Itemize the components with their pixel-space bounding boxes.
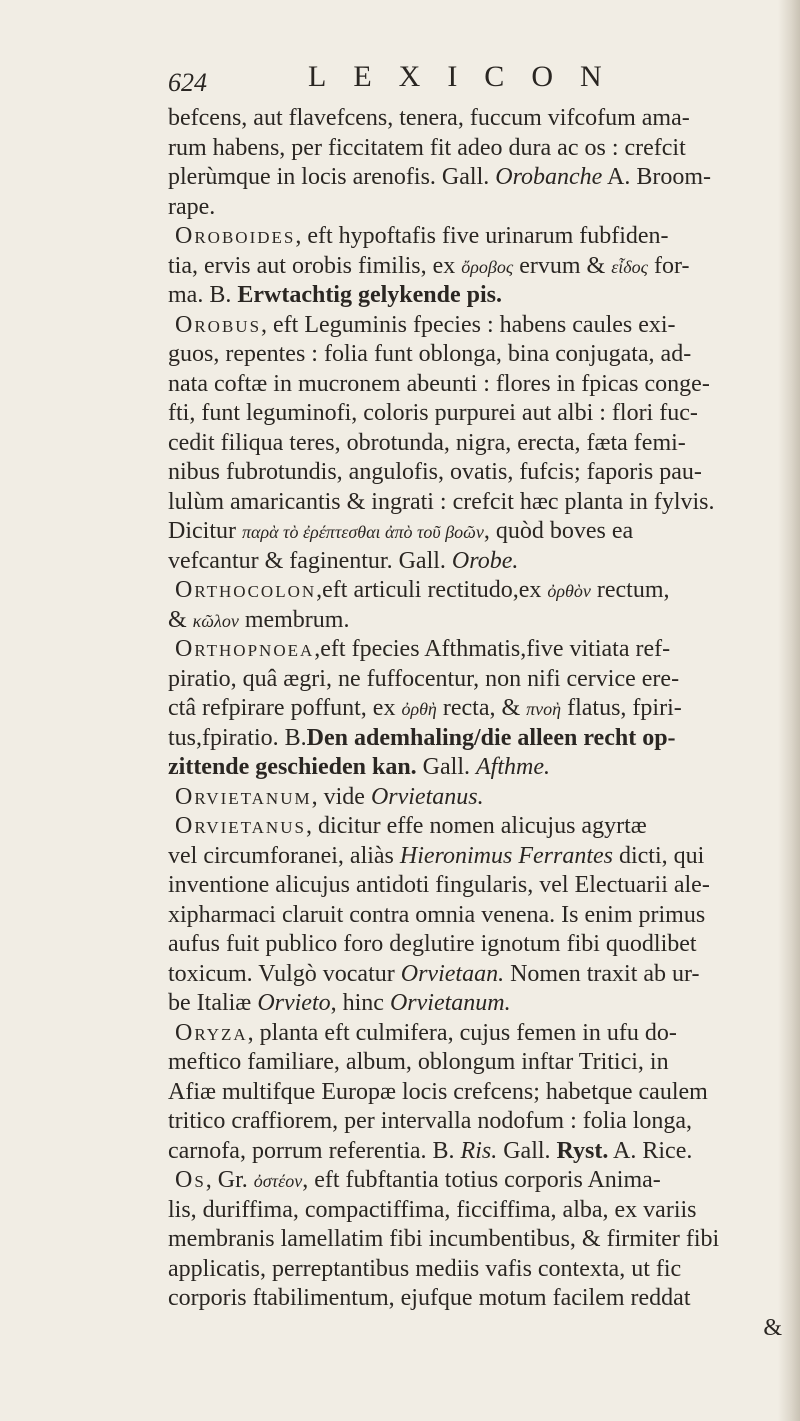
text-run: applicatis, perreptantibus mediis vafis contexta, ut fic (168, 1255, 682, 1282)
text-line (168, 724, 790, 754)
text-run: xipharmaci claruit contra omnia venena. Is enim primus (168, 901, 706, 928)
text-run: Afthme. (476, 754, 550, 780)
text-run: nibus fubrotundis, angulofis, ovatis, fufcis; faporis pau- (168, 459, 702, 485)
text-run: ma. B. (168, 282, 238, 308)
text-run: , Gr. (205, 1167, 254, 1193)
text-run: & (168, 606, 193, 633)
greek-text: πνοὴ (526, 699, 562, 719)
text-line (168, 1255, 790, 1285)
text-line (168, 458, 790, 488)
text-run: , vide (311, 783, 371, 810)
greek-text: ὀρθὸν (547, 581, 591, 601)
text-run: , quòd boves ea (483, 518, 634, 544)
text-run: corporis ftabilimentum, ejufque motum facilem reddat (168, 1285, 691, 1311)
text-line (168, 694, 790, 724)
text-run: be Italiæ (168, 990, 258, 1016)
text-run: lulùm amaricantis & ingrati : crefcit hæc planta in fylvis. (168, 488, 715, 515)
text-line (168, 134, 790, 164)
text-line (168, 960, 790, 990)
headword: Orobus (175, 311, 262, 338)
text-run: Orvieto (257, 990, 331, 1016)
text-line (168, 281, 790, 311)
text-run: plerùmque in locis arenofis. Gall. (168, 164, 496, 190)
greek-text: παρὰ τὸ ἐρέπτεσθαι ἀπὸ τοῦ βοῶν (241, 522, 484, 542)
text-run: , eft hypoftafis five urinarum fubfiden- (295, 223, 669, 249)
text-run: ,eft articuli rectitudo,ex (316, 577, 548, 603)
text-line (168, 812, 790, 842)
text-run: lis, duriffima, compactiffima, ficciffima, alba, ex variis (168, 1196, 697, 1223)
text-line (168, 783, 790, 813)
text-line (168, 370, 790, 400)
text-run: fti, funt leguminofi, coloris purpurei aut albi : flori fuc- (168, 400, 698, 426)
headword: Orthocolon (175, 577, 317, 603)
text-line (168, 871, 790, 901)
text-line (168, 488, 790, 518)
greek-text: ὀρθὴ (401, 699, 437, 719)
text-run: ervum & (513, 252, 612, 279)
text-line (168, 1019, 790, 1049)
text-run: recta, & (436, 695, 527, 721)
text-line (168, 104, 790, 134)
text-run: , hinc (330, 990, 390, 1016)
text-line (168, 901, 790, 931)
text-run: membrum. (238, 606, 350, 633)
text-run: Gall. (416, 754, 476, 780)
text-line (168, 1196, 790, 1226)
headword: Os (175, 1167, 206, 1193)
text-line (168, 1078, 790, 1108)
text-run: carnofa, porrum referentia. B. (168, 1137, 461, 1164)
text-run: for- (647, 252, 690, 279)
text-run: Nomen traxit ab ur- (504, 960, 700, 987)
headword: Oroboides (175, 223, 296, 249)
text-run: rape. (168, 193, 216, 220)
text-run: , planta eft culmifera, cujus femen in ufu do- (247, 1019, 677, 1046)
text-run: dicti, qui (612, 842, 705, 869)
text-run: piratio, quâ ægri, ne fuffocentur, non nifi cervice ere- (168, 665, 680, 692)
text-line (168, 1107, 790, 1137)
text-run: Orobanche (495, 164, 603, 190)
text-line (168, 1225, 790, 1255)
dutch-gothic-text: Ryst. (556, 1137, 609, 1164)
headword: Orthopnoea (175, 636, 315, 662)
text-line (168, 576, 790, 606)
text-line (168, 399, 790, 429)
greek-text: κῶλον (192, 610, 239, 631)
text-line (168, 517, 790, 547)
text-line (168, 193, 790, 223)
text-run: meftico familiare, album, oblongum inftar Tritici, in (168, 1049, 669, 1075)
text-line (168, 311, 790, 341)
text-run: befcens, aut flavefcens, tenera, fuccum vifcofum ama- (168, 105, 690, 131)
text-run: Ris. (460, 1137, 498, 1164)
text-run: membranis lamellatim fibi incumbentibus, & firmiter fibi (168, 1226, 720, 1252)
text-run: Orvietaan. (400, 960, 505, 987)
text-line (168, 989, 790, 1019)
text-run: , eft fubftantia totius corporis Anima- (302, 1167, 661, 1193)
greek-text: ὀστέον (253, 1171, 303, 1191)
text-line (168, 547, 790, 577)
catchword: & (763, 1314, 782, 1341)
text-line (168, 222, 790, 252)
text-line (168, 606, 790, 636)
text-line (168, 930, 790, 960)
text-run: tia, ervis aut orobis fimilis, ex (168, 252, 462, 279)
dutch-gothic-text: Erwtachtig gelykende pis. (237, 282, 502, 308)
text-run: rum habens, per ficcitatem fit adeo dura ac os : crefcit (168, 134, 686, 161)
text-line (168, 1166, 790, 1196)
text-line (168, 429, 790, 459)
dutch-gothic-text: zittende geschieden kan. (168, 754, 417, 780)
text-line (168, 665, 790, 695)
text-run: tritico craffiorem, per intervalla nodofum : folia longa, (168, 1108, 693, 1134)
greek-text: εἶδος (611, 256, 648, 277)
text-run: Afiæ multifque Europæ locis crefcens; habetque caulem (168, 1078, 708, 1105)
text-run: Dicitur (168, 518, 242, 544)
text-run: inventione alicujus antidoti fingularis, vel Electuarii ale- (168, 872, 710, 898)
text-run: ctâ refpirare poffunt, ex (168, 695, 402, 721)
text-run: Orobe. (451, 547, 519, 574)
text-run: Orvietanum. (389, 990, 511, 1016)
text-line (168, 1137, 790, 1167)
text-run: tus,fpiratio. B. (168, 724, 307, 751)
text-run: ,eft fpecies Afthmatis,five vitiata ref- (314, 636, 671, 662)
text-line (168, 1048, 790, 1078)
text-run: rectum, (590, 577, 670, 603)
headword: Orvietanum (175, 783, 312, 810)
text-run: aufus fuit publico foro deglutire ignotum fibi quodlibet (168, 931, 697, 957)
text-run: toxicum. Vulgò vocatur (168, 960, 401, 987)
headword: Orvietanus (175, 813, 306, 839)
text-run: , dicitur effe nomen alicujus agyrtæ (305, 813, 647, 839)
page-header (168, 60, 788, 100)
text-line (168, 753, 790, 783)
text-run: cedit filiqua teres, obrotunda, nigra, erecta, fæta femi- (168, 429, 686, 456)
text-run: guos, repentes : folia funt oblonga, bina conjugata, ad- (168, 341, 692, 367)
text-run: Gall. (497, 1137, 557, 1164)
text-line (168, 635, 790, 665)
text-line (168, 252, 790, 282)
text-line (168, 163, 790, 193)
text-run: A. Broom- (602, 164, 712, 190)
page-number: 624 (168, 68, 207, 97)
text-line (168, 842, 790, 872)
text-line (168, 1284, 790, 1314)
greek-text: ὄροβος (461, 256, 514, 277)
text-run: Hieronimus Ferrantes (399, 842, 613, 869)
body-text (168, 104, 790, 1343)
text-run: vefcantur & faginentur. Gall. (168, 547, 452, 574)
text-run: , eft Leguminis fpecies : habens caules exi- (261, 311, 676, 338)
running-head: LEXICON (308, 60, 629, 93)
text-run: flatus, fpiri- (561, 695, 682, 721)
headword: Oryza (175, 1019, 248, 1046)
text-run: nata coftæ in mucronem abeunti : flores in fpicas conge- (168, 370, 710, 397)
dutch-gothic-text: Den ademhaling/die alleen recht op- (306, 724, 676, 751)
text-line (168, 340, 790, 370)
text-run: vel circumforanei, aliàs (168, 842, 400, 869)
text-run: Orvietanus. (370, 783, 484, 810)
text-run: A. Rice. (608, 1137, 693, 1164)
